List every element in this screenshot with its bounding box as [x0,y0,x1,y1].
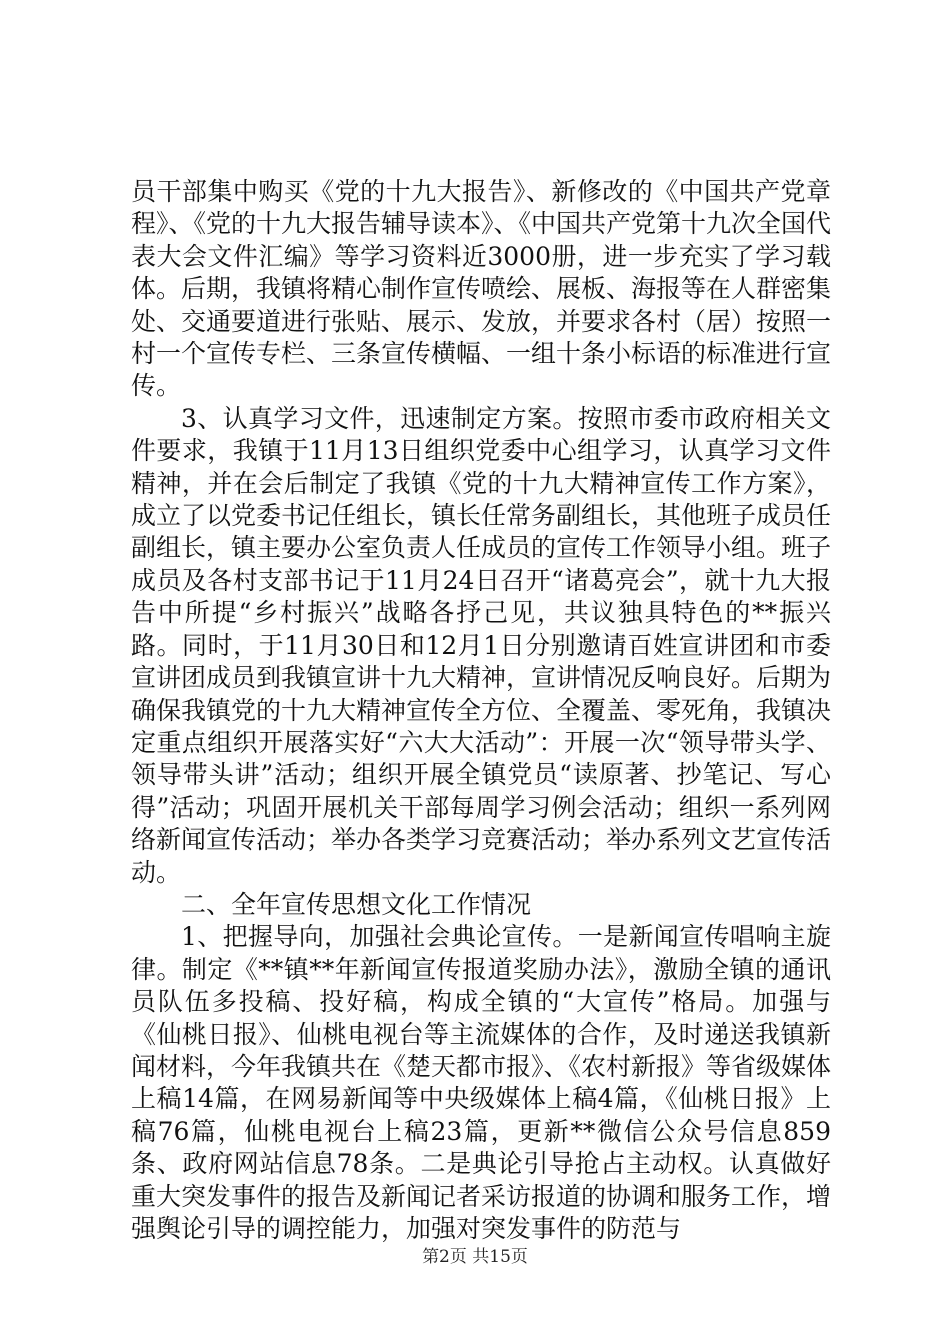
paragraph-media-publicity: 1、把握导向，加强社会典论宣传。一是新闻宣传唱响主旋律。制定《**镇**年新闻宣传报道奖励办法》，激励全镇的通讯员队伍多投稿、投好稿，构成全镇的“大宣传”格局。加强与《仙桃日报》、仙桃电视台等主流媒体的合作，及时递送我镇新闻材料，今年我镇共在《楚天都市报》、《农村新报》等省级媒体上稿14篇，在网易新闻等中央级媒体上稿4篇，《仙桃日报》上稿76篇，仙桃电视台上稿23篇，更新**微信公众号信息859条、政府网站信息78条。二是典论引导抢占主动权。认真做好重大突发事件的报告及新闻记者采访报道的协调和服务工作，增强舆论引导的调控能力，加强对突发事件的防范与 [131,922,832,1243]
paragraph-continuation: 员干部集中购买《党的十九大报告》、新修改的《中国共产党章程》、《党的十九大报告辅导读本》、《中国共产党第十九次全国代表大会文件汇编》等学习资料近3000册，进一步充实了学习载体。后期，我镇将精心制作宣传喷绘、展板、海报等在人群密集处、交通要道进行张贴、展示、发放，并要求各村（居）按照一村一个宣传专栏、三条宣传横幅、一组十条小标语的标准进行宣传。 [131,177,832,401]
page-footer: 第2页 共15页 [422,1247,528,1267]
section-heading: 二、全年宣传思想文化工作情况 [181,889,532,919]
document-body [131,176,831,1245]
paragraph-study-documents: 3、认真学习文件，迅速制定方案。按照市委市政府相关文件要求，我镇于11月13日组织党委中心组学习，认真学习文件精神，并在会后制定了我镇《党的十九大精神宣传工作方案》，成立了以党委书记任组长，镇长任常务副组长，其他班子成员任副组长，镇主要办公室负责人任成员的宣传工作领导小组。班子成员及各村支部书记于11月24日召开“诸葛亮会”，就十九大报告中所提“乡村振兴”战略各抒己见，共议独具特色的**振兴路。同时，于11月30日和12月1日分别邀请百姓宣讲团和市委宣讲团成员到我镇宣讲十九大精神，宣讲情况反响良好。后期为确保我镇党的十九大精神宣传全方位、全覆盖、零死角，我镇决定重点组织开展落实好“六大大活动”：开展一次“领导带头学、领导带头讲”活动；组织开展全镇党员“读原著、抄笔记、写心得”活动；巩固开展机关干部每周学习例会活动；组织一系列网络新闻宣传活动；举办各类学习竞赛活动；举办系列文艺宣传活动。 [131,403,832,887]
